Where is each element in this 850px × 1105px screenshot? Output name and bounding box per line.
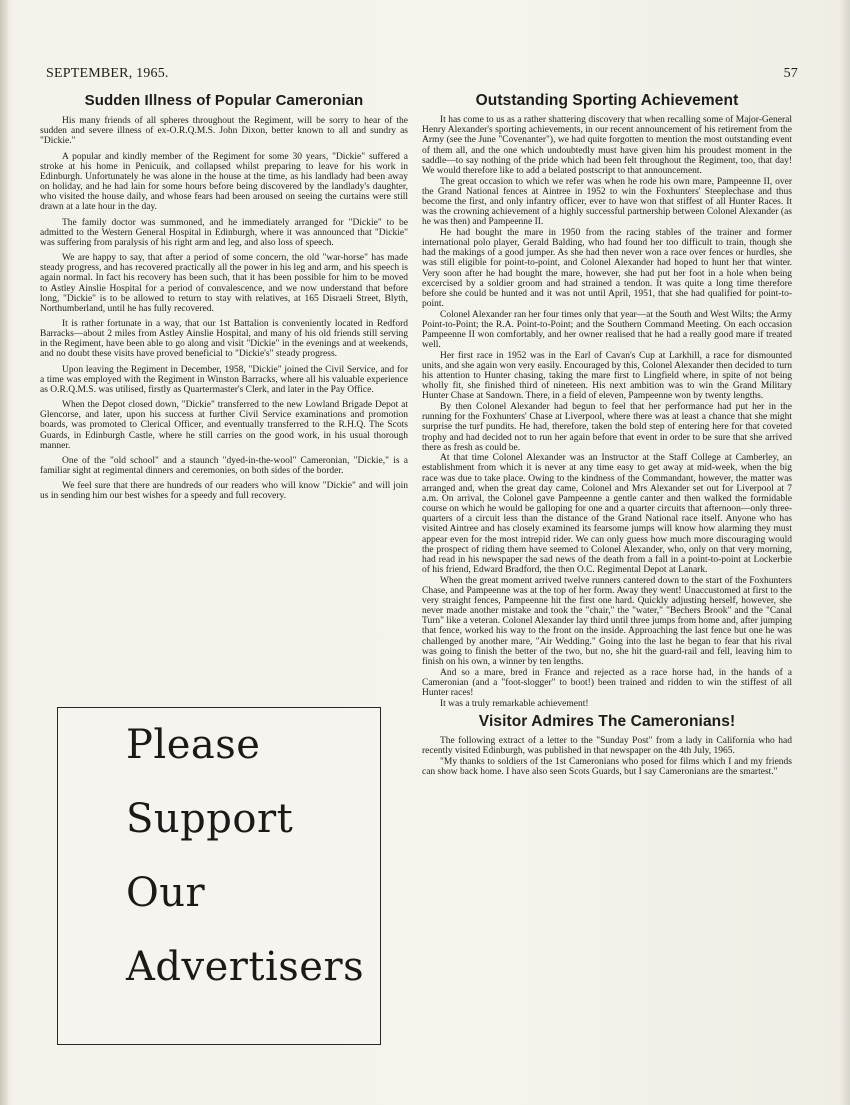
article-title-sporting: Outstanding Sporting Achievement [475, 92, 739, 109]
article-paragraph: It was a truly remarkable achievement! [440, 698, 589, 709]
article-paragraph: One of the "old school" and a staunch "dyed-in-the-wool" Cameronian, "Dickie," is a familiar sight at regimental dinners and ceremonies, on both sides of the border. [40, 455, 408, 476]
article-paragraph: "My thanks to soldiers of the 1st Cameronians who posed for films which I and my friends can show back home. I have also seen Scots Guards, but I say Cameronians are the smartest." [422, 756, 792, 777]
article-paragraph: Colonel Alexander ran her four times only that year—at the South and West Wilts; the Army Point-to-Point; the R.A. Point-to-Point; and the Southern Command Meeting. On each occasion Pampeenne II won comfortably, and her owner realised that he had a really good mare if treated well. [422, 309, 792, 351]
right-column [422, 92, 792, 777]
article-paragraph: We are happy to say, that after a period of some concern, the old "war-horse" has made steady progress, and has recovered practically all the power in his leg and arm, and his speech is again normal. In fact his recovery has been such, that it has been possible for him to be moved to Astley Ainslie Hospital for a period of convalescence, and we now understand that before long, "Dickie" is to be allowed to return to stay with relatives, at 165 Disraeli Street, Blyth, Northumberland, until he has fully recovered. [40, 253, 408, 314]
left-column [40, 92, 408, 506]
article-paragraph: It is rather fortunate in a way, that our 1st Battalion is conveniently located in Redford Barracks—about 2 miles from Astley Ainslie Hospital, and many of his old friends still serving in the Regiment, have been able to go along and visit "Dickie" in the evenings and at weekends, and no doubt these visits have proved beneficial to "Dickie's" steady progress. [40, 318, 408, 360]
article-title-visitor: Visitor Admires The Cameronians! [478, 712, 736, 730]
advertisers-box [57, 707, 381, 1045]
article-paragraph: His many friends of all spheres throughout the Regiment, will be sorry to hear of the sudden and severe illness of ex-O.R.Q.M.S. John Dixon, better known to all and sundry as "Dickie." [40, 116, 408, 147]
page-edge-shadow [838, 0, 850, 1105]
article-paragraph: It has come to us as a rather shattering discovery that when recalling some of Major-General Henry Alexander's sporting achievements, in our recent announcement of his retirement from the Army (see the June "Covenanter"), we had quite forgotten to mention the most outstanding event of them all, and the one which undoubtedly must have given him his proudest moment in the saddle—to say nothing of the pride which had been felt throughout the Regiment, too, that day! We would therefore like to add a belated postscript to that announcement. [422, 115, 792, 176]
article-paragraph: Her first race in 1952 was in the Earl of Cavan's Cup at Larkhill, a race for dismounted units, and she again won very easily. Encouraged by this, Colonel Alexander then decided to turn his attention to Hunter chasing, taking the mare first to Lingfield where, in spite of not being wholly fit, she finished third of nineteen. His next ambition was to win the Grand Military Hunter Chase at Sandown. There, in a field of eleven, Pampeenne won by twenty lengths. [422, 350, 792, 402]
article-paragraph: The family doctor was summoned, and he immediately arranged for "Dickie" to be admitted to the Western General Hospital in Edinburgh, where it was announced that "Dickie" was suffering from paralysis of his right arm and leg, and also loss of speech. [40, 217, 408, 248]
page-number: 57 [783, 66, 798, 81]
advert-word: Our [126, 870, 206, 916]
advert-word: Support [126, 796, 294, 842]
article-paragraph: The following extract of a letter to the "Sunday Post" from a lady in California who had recently visited Edinburgh, was published in that newspaper on the 4th July, 1965. [422, 735, 792, 757]
article-paragraph: We feel sure that there are hundreds of our readers who will know "Dickie" and will join us in sending him our best wishes for a speedy and full recovery. [40, 481, 408, 502]
article-paragraph: When the great moment arrived twelve runners cantered down to the start of the Foxhunters Chase, and Pampeenne was at the top of her form. Away they went! Unaccustomed at first to the very straight fences, Pampeenne hit the first one hard. Quickly adjusting herself, however, she never made another mistake and took the "chair," the "water," "Bechers Brook" and the "Canal Turn" like a veteran. Colonel Alexander lay third until three jumps from home and, after jumping that fence, worked his way to the front on the inside. Approaching the last fence but one he was challenged by another mare, "Air Wedding." Going into the last he began to fear that his rival was going to finish the better of the two, but no, she hit the guard-rail and fell, leaving him to finish on his own, a winner by ten lengths. [422, 575, 792, 667]
page-binding-shadow [0, 0, 8, 1105]
article-paragraph: Upon leaving the Regiment in December, 1958, "Dickie" joined the Civil Service, and for a time was employed with the Regiment in Winston Barracks, where all his valuable experience as O.R.Q.M.S. was utilised, firstly as Quartermaster's Clerk, and later in the Pay Office. [40, 364, 408, 395]
article-paragraph: When the Depot closed down, "Dickie" transferred to the new Lowland Brigade Depot at Glencorse, and later, upon his success at further Civil Service examinations and promotion boards, was promoted to Clerical Officer, and eventually transferred to the R.H.Q. The Scots Guards, in Edinburgh Castle, where he still carries on the good work, in his usual thorough manner. [40, 400, 408, 451]
article-paragraph: He had bought the mare in 1950 from the racing stables of the trainer and former international polo player, Gerald Balding, who had found her too difficult to train, though she had the makings of a good jumper. As she had then never won a race over fences or hurdles, she was still eligible for point-to-point, and Colonel Alexander had hoped to hunt her that winter. Very soon after he had bought the mare, however, she had put her foot in a hole when being excercised by a soldier groom and had strained a tendon. It was quite a long time therefore before she could be hunted and it was not until April, 1951, that she had qualified for point-to-point. [422, 227, 792, 309]
advert-word: Advertisers [126, 944, 365, 990]
issue-date: SEPTEMBER, 1965. [46, 66, 169, 81]
visitor-article [422, 712, 792, 777]
article-title-illness: Sudden Illness of Popular Cameronian [84, 92, 364, 109]
page-header [46, 66, 798, 82]
article-paragraph: And so a mare, bred in France and rejected as a race horse had, in the hands of a Cameronian (and a "foot-slogger" to boot!) been trained and ridden to win the stiffest of all Hunter races! [422, 667, 792, 698]
article-paragraph: By then Colonel Alexander had begun to feel that her performance had put her in the running for the Foxhunters' Chase at Liverpool, where there was at least a chance that she might surprise the turf pundits. He had, therefore, taken the bold step of entering here for that coveted trophy and had decided not to run her again before that event in order to be sure that she arrived there as fresh as could be. [422, 402, 792, 453]
article-paragraph: The great occasion to which we refer was when he rode his own mare, Pampeenne II, over the Grand National fences at Aintree in 1952 to win the Foxhunters' Steeplechase and thus become the first, and only infantry officer, ever to have won that stiffest of all Hunter Races. It was the crowning achievement of a highly successful partnership between Colonel Alexander (as he was then) and Pampeenne II. [422, 176, 792, 228]
advert-word: Please [126, 722, 261, 768]
article-paragraph: At that time Colonel Alexander was an Instructor at the Staff College at Camberley, an establishment from which it is never at any time easy to get away at mid-week, when the big race was due to take place. Owing to the kindness of the Commandant, however, the matter was arranged and, when the great day came, Colonel and Mrs Alexander set out for Liverpool at 7 a.m. On arrival, the Colonel gave Pampeenne a gentle canter and then walked the formidable course on which he would be galloping for one and a quarter circuits that afternoon—only three-quarters of a circuit less than the distance of the Grand National race itself. Anyone who has visited Aintree and has closely examined its fearsome jumps will know how alarming they must appear even for the most intrepid rider. We can only guess how much more discouraging would the prospect of riding them have seemed to Colonel Alexander, who, only on that very morning, had read in his newspaper the sad news of the death from a fall in a point-to-point at Lockerbie of his friend, Edward Bradford, the then O.C. Regimental Depot at Lanark. [422, 453, 792, 576]
article-paragraph: A popular and kindly member of the Regiment for some 30 years, "Dickie" suffered a stroke at his home in Penicuik, and collapsed whilst preparing to leave for his work in Edinburgh. Unfortunately he was alone in the house at the time, as his landlady had been away on holiday, and he had lain for some hours before being discovered by the landlady's daughter, who visited the house daily, and whose fears had been aroused on seeing the curtains were still drawn at a late hour in the day. [40, 151, 408, 213]
